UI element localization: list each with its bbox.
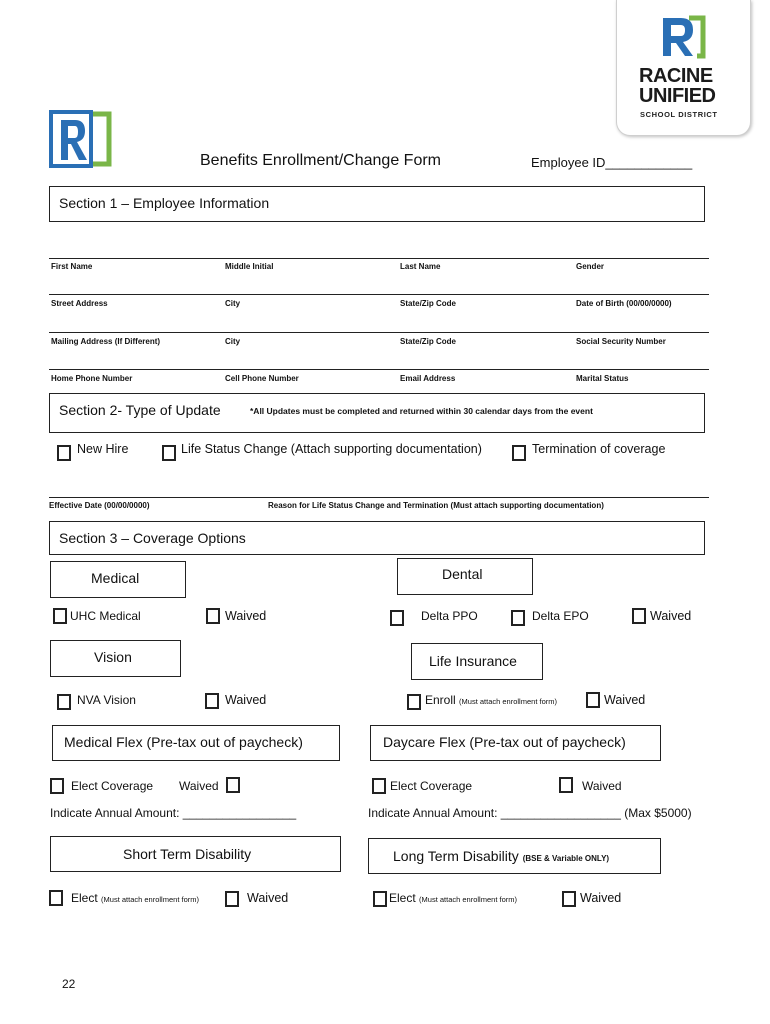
ltd-title-note: (BSE & Variable ONLY): [522, 854, 610, 863]
effective-date-line: [49, 497, 709, 498]
medical-waived-label: Waived: [225, 609, 267, 623]
brand-name-line2: UNIFIED: [639, 85, 716, 107]
ltd-elect-label: [389, 891, 517, 905]
dental-box: [397, 558, 533, 595]
ltd-elect-note: (Must attach enrollment form): [419, 895, 517, 904]
life-waived-label: Waived: [604, 693, 646, 707]
daycare-flex-amount[interactable]: Indicate Annual Amount: __________________ (Max $5000): [368, 806, 692, 820]
mailing-address-label: Mailing Address (If Different): [51, 337, 161, 346]
ltd-box: [368, 838, 661, 874]
ltd-elect-checkbox[interactable]: [373, 891, 387, 907]
daycare-flex-elect-checkbox[interactable]: [372, 778, 386, 794]
medical-flex-waived-checkbox[interactable]: [226, 777, 240, 793]
medical-flex-elect-label: Elect Coverage: [71, 779, 154, 793]
section3-header: [49, 521, 705, 555]
life-enroll-label: [425, 693, 557, 707]
home-phone-label: Home Phone Number: [51, 374, 133, 383]
brand-name-line1: RACINE: [639, 65, 713, 87]
new-hire-label: New Hire: [77, 442, 129, 456]
vision-waived-label: Waived: [225, 693, 267, 707]
first-name-label: First Name: [51, 262, 93, 271]
ltd-title-wrap: [393, 848, 609, 864]
effective-date-label: Effective Date (00/00/0000): [49, 501, 150, 510]
ltd-elect-text: Elect: [389, 891, 416, 905]
street-address-label: Street Address: [51, 299, 108, 308]
medical-box: [50, 561, 186, 598]
nva-vision-label: NVA Vision: [77, 693, 136, 707]
nva-vision-checkbox[interactable]: [57, 694, 71, 710]
uhc-medical-checkbox[interactable]: [53, 608, 67, 624]
life-status-change-label: Life Status Change (Attach supporting documentation): [181, 442, 482, 456]
delta-epo-checkbox[interactable]: [511, 610, 525, 626]
ltd-waived-label: Waived: [580, 891, 622, 905]
row4-line: [49, 369, 709, 370]
section2-title: Section 2- Type of Update: [59, 402, 221, 418]
section1-header: [49, 186, 705, 222]
ltd-title: Long Term Disability: [393, 848, 519, 864]
dental-waived-label: Waived: [650, 609, 692, 623]
life-insurance-title: Life Insurance: [429, 653, 517, 669]
delta-epo-label: Delta EPO: [532, 609, 589, 623]
std-elect-checkbox[interactable]: [49, 890, 63, 906]
district-logo-badge: [616, 0, 751, 136]
form-title: Benefits Enrollment/Change Form: [200, 152, 441, 169]
dob-label: Date of Birth (00/00/0000): [576, 299, 672, 308]
life-insurance-box: [411, 643, 543, 680]
std-elect-note: (Must attach enrollment form): [101, 895, 199, 904]
section2-header: [49, 393, 705, 433]
std-elect-text: Elect: [71, 891, 98, 905]
state-zip-label: State/Zip Code: [400, 299, 457, 308]
ltd-waived-checkbox[interactable]: [562, 891, 576, 907]
delta-ppo-label: Delta PPO: [421, 609, 478, 623]
email-label: Email Address: [400, 374, 456, 383]
middle-initial-label: Middle Initial: [225, 262, 274, 271]
medical-title: Medical: [91, 570, 140, 586]
last-name-label: Last Name: [400, 262, 441, 271]
vision-box: [50, 640, 181, 677]
std-title: Short Term Disability: [123, 846, 252, 862]
daycare-flex-title: Daycare Flex (Pre-tax out of paycheck): [383, 734, 626, 750]
life-enroll-note: (Must attach enrollment form): [459, 697, 557, 706]
dental-title: Dental: [442, 566, 483, 582]
medical-flex-title: Medical Flex (Pre-tax out of paycheck): [64, 734, 303, 750]
daycare-flex-waived-label: Waived: [582, 779, 622, 793]
city-label: City: [225, 299, 241, 308]
dental-waived-checkbox[interactable]: [632, 608, 646, 624]
termination-checkbox[interactable]: [512, 445, 526, 461]
daycare-flex-elect-label: Elect Coverage: [390, 779, 473, 793]
racine-unified-logo-icon: [659, 14, 707, 60]
form-logo-icon: [49, 110, 113, 168]
std-box: [50, 836, 341, 872]
section2-note: *All Updates must be completed and returned within 30 calendar days from the event: [250, 406, 593, 416]
life-enroll-checkbox[interactable]: [407, 694, 421, 710]
section1-title: Section 1 – Employee Information: [59, 195, 270, 211]
life-waived-checkbox[interactable]: [586, 692, 600, 708]
daycare-flex-box: [370, 725, 661, 761]
medical-flex-waived-label: Waived: [179, 779, 219, 793]
gender-label: Gender: [576, 262, 605, 271]
reason-label: Reason for Life Status Change and Termination (Must attach supporting documentation): [268, 501, 604, 510]
marital-status-label: Marital Status: [576, 374, 629, 383]
termination-label: Termination of coverage: [532, 442, 666, 456]
delta-ppo-checkbox[interactable]: [390, 610, 404, 626]
mailing-state-zip-label: State/Zip Code: [400, 337, 457, 346]
section3-title: Section 3 – Coverage Options: [59, 530, 246, 546]
row2-line: [49, 294, 709, 295]
row1-line: [49, 258, 709, 259]
new-hire-checkbox[interactable]: [57, 445, 71, 461]
life-enroll-text: Enroll: [425, 693, 456, 707]
ssn-label: Social Security Number: [576, 337, 666, 346]
life-status-change-checkbox[interactable]: [162, 445, 176, 461]
row3-line: [49, 332, 709, 333]
vision-title: Vision: [94, 649, 132, 665]
medical-flex-elect-checkbox[interactable]: [50, 778, 64, 794]
brand-district: SCHOOL DISTRICT: [640, 110, 718, 119]
medical-flex-amount[interactable]: Indicate Annual Amount: _________________: [50, 806, 297, 820]
page-number: 22: [62, 977, 76, 991]
mailing-city-label: City: [225, 337, 241, 346]
uhc-medical-label: UHC Medical: [70, 609, 141, 623]
std-waived-label: Waived: [247, 891, 289, 905]
employee-id-field[interactable]: Employee ID____________: [531, 155, 693, 170]
vision-waived-checkbox[interactable]: [205, 693, 219, 709]
medical-waived-checkbox[interactable]: [206, 608, 220, 624]
cell-phone-label: Cell Phone Number: [225, 374, 299, 383]
std-waived-checkbox[interactable]: [225, 891, 239, 907]
daycare-flex-waived-checkbox[interactable]: [559, 777, 573, 793]
std-elect-label: [71, 891, 199, 905]
medical-flex-box: [52, 725, 340, 761]
